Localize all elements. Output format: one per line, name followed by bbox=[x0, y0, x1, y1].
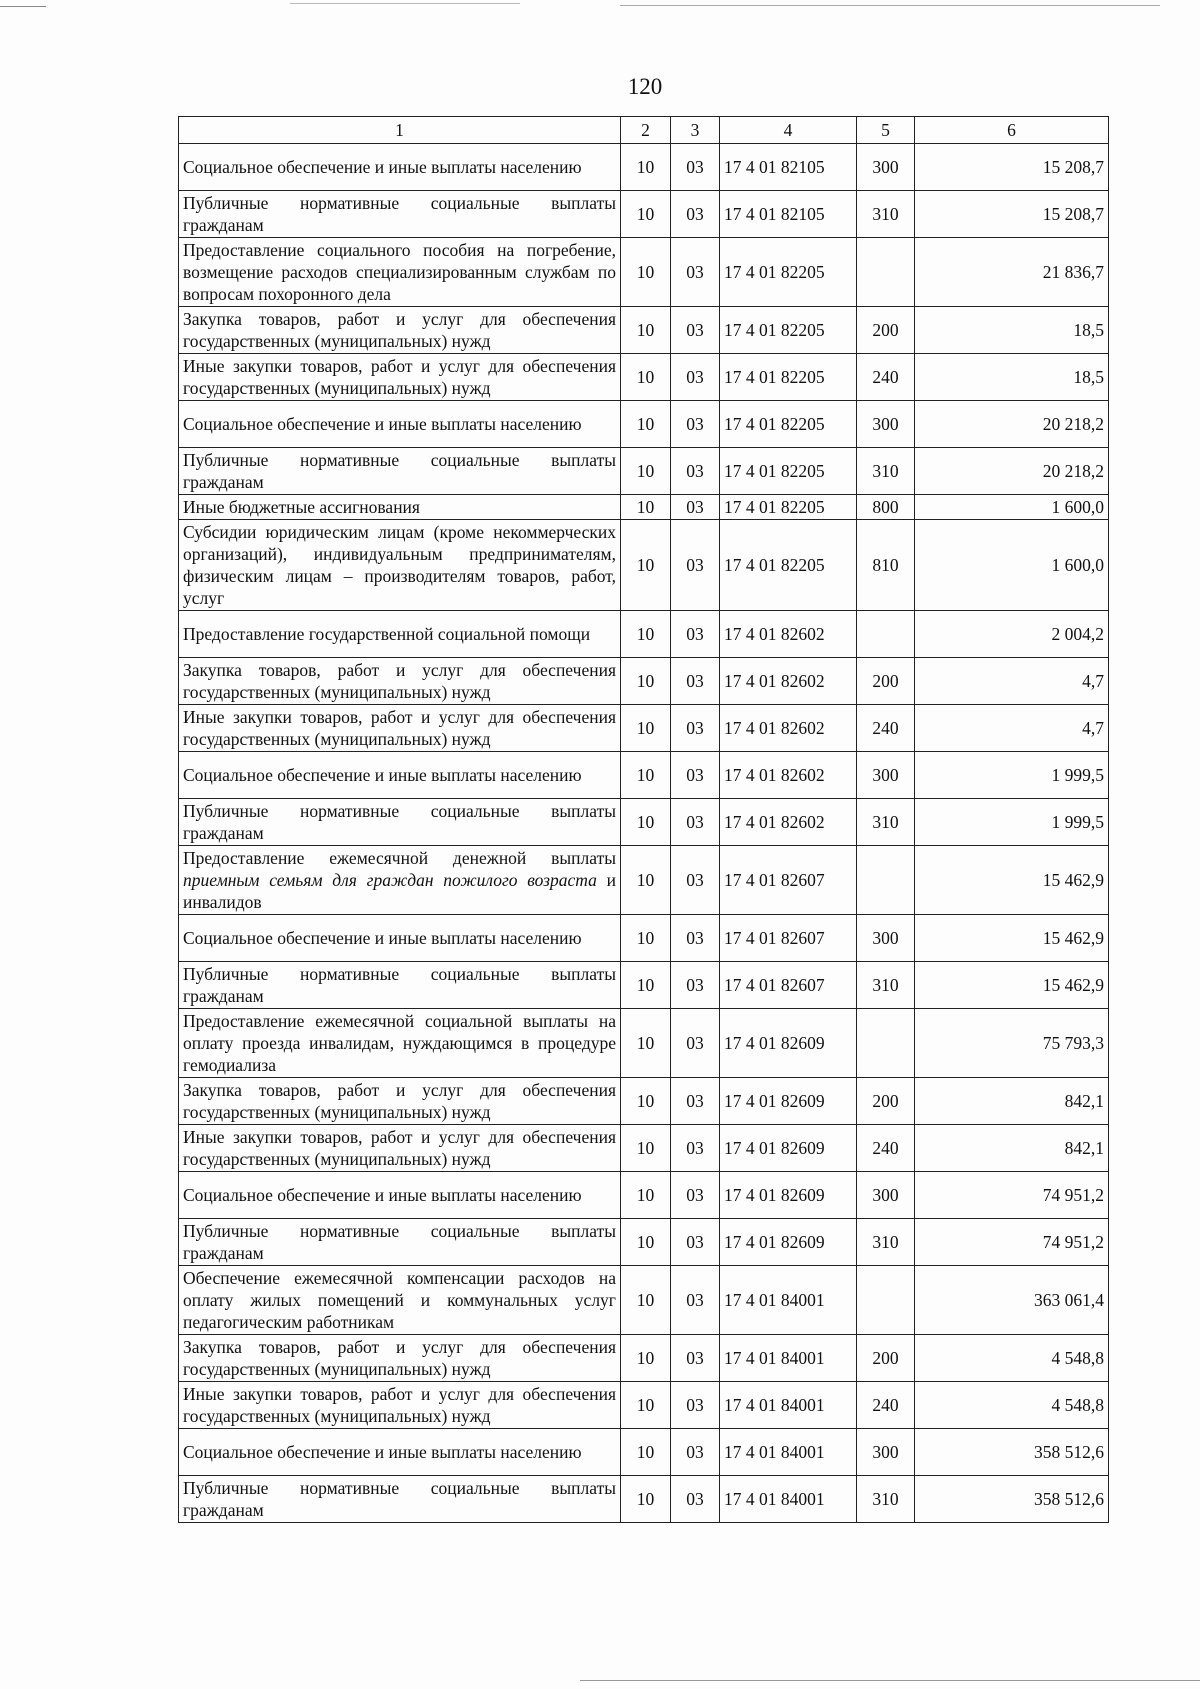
header-col-1: 1 bbox=[179, 117, 621, 144]
row-name: Публичные нормативные социальные выплаты гражданам bbox=[179, 1219, 621, 1266]
table-row bbox=[179, 1335, 1109, 1382]
row-expense-type: 240 bbox=[857, 1125, 915, 1172]
row-target-code: 17 4 01 82205 bbox=[720, 354, 857, 401]
header-col-2: 2 bbox=[621, 117, 671, 144]
row-target-code: 17 4 01 84001 bbox=[720, 1476, 857, 1523]
row-subsection: 03 bbox=[671, 658, 720, 705]
row-subsection: 03 bbox=[671, 1172, 720, 1219]
row-amount: 842,1 bbox=[915, 1078, 1109, 1125]
row-name: Иные закупки товаров, работ и услуг для обеспечения государственных (муниципальных) нужд bbox=[179, 1382, 621, 1429]
row-amount: 1 600,0 bbox=[915, 495, 1109, 520]
row-amount: 15 462,9 bbox=[915, 846, 1109, 915]
row-name: Предоставление социального пособия на погребение, возмещение расходов специализированным службам по вопросам похоронного дела bbox=[179, 238, 621, 307]
row-expense-type: 300 bbox=[857, 401, 915, 448]
table-row bbox=[179, 962, 1109, 1009]
row-section: 10 bbox=[621, 307, 671, 354]
table-row bbox=[179, 1382, 1109, 1429]
table-row bbox=[179, 144, 1109, 191]
row-name: Предоставление ежемесячной социальной выплаты на оплату проезда инвалидам, нуждающимся в процедуре гемодиализа bbox=[179, 1009, 621, 1078]
row-name: Социальное обеспечение и иные выплаты населению bbox=[179, 915, 621, 962]
row-name: Публичные нормативные социальные выплаты гражданам bbox=[179, 448, 621, 495]
row-amount: 4 548,8 bbox=[915, 1335, 1109, 1382]
row-expense-type: 240 bbox=[857, 354, 915, 401]
row-section: 10 bbox=[621, 1266, 671, 1335]
budget-table bbox=[178, 116, 1109, 1523]
row-expense-type: 310 bbox=[857, 799, 915, 846]
row-name: Закупка товаров, работ и услуг для обеспечения государственных (муниципальных) нужд bbox=[179, 1335, 621, 1382]
row-amount: 358 512,6 bbox=[915, 1476, 1109, 1523]
row-section: 10 bbox=[621, 752, 671, 799]
row-name: Публичные нормативные социальные выплаты гражданам bbox=[179, 962, 621, 1009]
row-amount: 1 600,0 bbox=[915, 520, 1109, 611]
row-section: 10 bbox=[621, 1476, 671, 1523]
row-expense-type: 310 bbox=[857, 448, 915, 495]
row-target-code: 17 4 01 82607 bbox=[720, 846, 857, 915]
row-name-italic-part: приемным семьям для граждан пожилого возраста bbox=[183, 870, 597, 890]
table-row bbox=[179, 1219, 1109, 1266]
row-section: 10 bbox=[621, 448, 671, 495]
scan-edge-top-left bbox=[0, 6, 46, 7]
table-row bbox=[179, 752, 1109, 799]
row-target-code: 17 4 01 82609 bbox=[720, 1078, 857, 1125]
row-section: 10 bbox=[621, 238, 671, 307]
table-row bbox=[179, 354, 1109, 401]
row-expense-type: 310 bbox=[857, 1476, 915, 1523]
row-expense-type: 300 bbox=[857, 1429, 915, 1476]
row-expense-type bbox=[857, 238, 915, 307]
row-expense-type bbox=[857, 1009, 915, 1078]
row-section: 10 bbox=[621, 1429, 671, 1476]
row-expense-type: 310 bbox=[857, 191, 915, 238]
table-row bbox=[179, 448, 1109, 495]
row-name: Социальное обеспечение и иные выплаты населению bbox=[179, 1429, 621, 1476]
row-name: Социальное обеспечение и иные выплаты населению bbox=[179, 401, 621, 448]
row-amount: 842,1 bbox=[915, 1125, 1109, 1172]
row-expense-type: 300 bbox=[857, 915, 915, 962]
table-row bbox=[179, 1009, 1109, 1078]
row-name bbox=[179, 846, 621, 915]
row-target-code: 17 4 01 82607 bbox=[720, 915, 857, 962]
header-col-4: 4 bbox=[720, 117, 857, 144]
row-target-code: 17 4 01 82602 bbox=[720, 799, 857, 846]
row-subsection: 03 bbox=[671, 144, 720, 191]
row-subsection: 03 bbox=[671, 962, 720, 1009]
row-subsection: 03 bbox=[671, 1009, 720, 1078]
row-target-code: 17 4 01 82609 bbox=[720, 1219, 857, 1266]
table-row bbox=[179, 1476, 1109, 1523]
row-target-code: 17 4 01 84001 bbox=[720, 1382, 857, 1429]
row-amount: 74 951,2 bbox=[915, 1219, 1109, 1266]
row-expense-type: 310 bbox=[857, 962, 915, 1009]
row-target-code: 17 4 01 82607 bbox=[720, 962, 857, 1009]
row-name: Иные бюджетные ассигнования bbox=[179, 495, 621, 520]
row-expense-type: 300 bbox=[857, 1172, 915, 1219]
row-subsection: 03 bbox=[671, 705, 720, 752]
row-amount: 15 462,9 bbox=[915, 915, 1109, 962]
row-amount: 363 061,4 bbox=[915, 1266, 1109, 1335]
row-amount: 15 208,7 bbox=[915, 144, 1109, 191]
row-section: 10 bbox=[621, 915, 671, 962]
row-expense-type: 300 bbox=[857, 752, 915, 799]
scan-edge-top-right bbox=[620, 5, 1160, 6]
table-row bbox=[179, 915, 1109, 962]
table-row bbox=[179, 658, 1109, 705]
header-col-6: 6 bbox=[915, 117, 1109, 144]
header-col-5: 5 bbox=[857, 117, 915, 144]
row-subsection: 03 bbox=[671, 1125, 720, 1172]
row-expense-type: 200 bbox=[857, 1335, 915, 1382]
row-section: 10 bbox=[621, 1382, 671, 1429]
row-amount: 358 512,6 bbox=[915, 1429, 1109, 1476]
row-name: Иные закупки товаров, работ и услуг для обеспечения государственных (муниципальных) нужд bbox=[179, 354, 621, 401]
row-expense-type: 200 bbox=[857, 658, 915, 705]
row-name: Публичные нормативные социальные выплаты гражданам bbox=[179, 799, 621, 846]
table-row bbox=[179, 401, 1109, 448]
table-row bbox=[179, 705, 1109, 752]
row-section: 10 bbox=[621, 144, 671, 191]
table-row bbox=[179, 846, 1109, 915]
row-subsection: 03 bbox=[671, 1335, 720, 1382]
row-expense-type: 300 bbox=[857, 144, 915, 191]
row-section: 10 bbox=[621, 1335, 671, 1382]
row-name: Субсидии юридическим лицам (кроме некоммерческих организаций), индивидуальным предпринимателям, физическим лицам – производителям товаров, работ, услуг bbox=[179, 520, 621, 611]
row-subsection: 03 bbox=[671, 846, 720, 915]
row-amount: 18,5 bbox=[915, 354, 1109, 401]
scan-edge-top-mid bbox=[290, 3, 520, 4]
row-section: 10 bbox=[621, 1078, 671, 1125]
row-section: 10 bbox=[621, 495, 671, 520]
row-section: 10 bbox=[621, 401, 671, 448]
row-subsection: 03 bbox=[671, 799, 720, 846]
row-amount: 1 999,5 bbox=[915, 752, 1109, 799]
row-section: 10 bbox=[621, 1172, 671, 1219]
table-row bbox=[179, 191, 1109, 238]
row-target-code: 17 4 01 82205 bbox=[720, 448, 857, 495]
row-subsection: 03 bbox=[671, 1078, 720, 1125]
table-row bbox=[179, 520, 1109, 611]
row-subsection: 03 bbox=[671, 1476, 720, 1523]
row-target-code: 17 4 01 82205 bbox=[720, 495, 857, 520]
table-row bbox=[179, 1078, 1109, 1125]
row-name: Публичные нормативные социальные выплаты гражданам bbox=[179, 191, 621, 238]
row-section: 10 bbox=[621, 658, 671, 705]
row-expense-type: 200 bbox=[857, 1078, 915, 1125]
table-row bbox=[179, 238, 1109, 307]
row-amount: 1 999,5 bbox=[915, 799, 1109, 846]
row-target-code: 17 4 01 82602 bbox=[720, 611, 857, 658]
table-row bbox=[179, 495, 1109, 520]
table-row bbox=[179, 1429, 1109, 1476]
table-row bbox=[179, 1172, 1109, 1219]
row-name: Социальное обеспечение и иные выплаты населению bbox=[179, 144, 621, 191]
table-row bbox=[179, 1266, 1109, 1335]
row-name-part-1: Предоставление ежемесячной денежной выплаты bbox=[183, 848, 616, 868]
row-subsection: 03 bbox=[671, 752, 720, 799]
header-col-3: 3 bbox=[671, 117, 720, 144]
row-subsection: 03 bbox=[671, 354, 720, 401]
table-row bbox=[179, 799, 1109, 846]
row-section: 10 bbox=[621, 1219, 671, 1266]
row-expense-type: 810 bbox=[857, 520, 915, 611]
row-section: 10 bbox=[621, 799, 671, 846]
row-subsection: 03 bbox=[671, 1219, 720, 1266]
row-subsection: 03 bbox=[671, 191, 720, 238]
row-amount: 15 208,7 bbox=[915, 191, 1109, 238]
row-expense-type bbox=[857, 846, 915, 915]
row-amount: 20 218,2 bbox=[915, 401, 1109, 448]
table-row bbox=[179, 307, 1109, 354]
row-target-code: 17 4 01 82609 bbox=[720, 1172, 857, 1219]
row-target-code: 17 4 01 82609 bbox=[720, 1009, 857, 1078]
row-amount: 2 004,2 bbox=[915, 611, 1109, 658]
row-subsection: 03 bbox=[671, 1382, 720, 1429]
row-subsection: 03 bbox=[671, 915, 720, 962]
row-section: 10 bbox=[621, 846, 671, 915]
row-amount: 75 793,3 bbox=[915, 1009, 1109, 1078]
row-target-code: 17 4 01 82205 bbox=[720, 520, 857, 611]
row-amount: 20 218,2 bbox=[915, 448, 1109, 495]
row-target-code: 17 4 01 82609 bbox=[720, 1125, 857, 1172]
row-subsection: 03 bbox=[671, 611, 720, 658]
row-section: 10 bbox=[621, 520, 671, 611]
row-target-code: 17 4 01 82205 bbox=[720, 401, 857, 448]
row-target-code: 17 4 01 82105 bbox=[720, 144, 857, 191]
row-amount: 4,7 bbox=[915, 705, 1109, 752]
row-name: Закупка товаров, работ и услуг для обеспечения государственных (муниципальных) нужд bbox=[179, 307, 621, 354]
row-section: 10 bbox=[621, 191, 671, 238]
row-name: Предоставление государственной социальной помощи bbox=[179, 611, 621, 658]
row-expense-type: 800 bbox=[857, 495, 915, 520]
row-target-code: 17 4 01 82105 bbox=[720, 191, 857, 238]
row-expense-type bbox=[857, 611, 915, 658]
row-section: 10 bbox=[621, 354, 671, 401]
row-target-code: 17 4 01 82602 bbox=[720, 705, 857, 752]
row-subsection: 03 bbox=[671, 401, 720, 448]
row-subsection: 03 bbox=[671, 1429, 720, 1476]
row-amount: 74 951,2 bbox=[915, 1172, 1109, 1219]
row-amount: 15 462,9 bbox=[915, 962, 1109, 1009]
page-number: 120 bbox=[627, 74, 663, 99]
row-subsection: 03 bbox=[671, 1266, 720, 1335]
row-amount: 4 548,8 bbox=[915, 1382, 1109, 1429]
scan-edge-bottom bbox=[580, 1680, 1200, 1681]
row-subsection: 03 bbox=[671, 307, 720, 354]
row-subsection: 03 bbox=[671, 238, 720, 307]
row-subsection: 03 bbox=[671, 448, 720, 495]
row-expense-type bbox=[857, 1266, 915, 1335]
row-amount: 21 836,7 bbox=[915, 238, 1109, 307]
row-name: Социальное обеспечение и иные выплаты населению bbox=[179, 1172, 621, 1219]
row-expense-type: 310 bbox=[857, 1219, 915, 1266]
row-amount: 18,5 bbox=[915, 307, 1109, 354]
table-header-row bbox=[179, 117, 1109, 144]
row-section: 10 bbox=[621, 962, 671, 1009]
row-target-code: 17 4 01 84001 bbox=[720, 1335, 857, 1382]
row-name: Закупка товаров, работ и услуг для обеспечения государственных (муниципальных) нужд bbox=[179, 1078, 621, 1125]
row-section: 10 bbox=[621, 1009, 671, 1078]
row-name: Обеспечение ежемесячной компенсации расходов на оплату жилых помещений и коммунальных услуг педагогическим работникам bbox=[179, 1266, 621, 1335]
row-name: Социальное обеспечение и иные выплаты населению bbox=[179, 752, 621, 799]
row-target-code: 17 4 01 84001 bbox=[720, 1266, 857, 1335]
row-expense-type: 200 bbox=[857, 307, 915, 354]
row-name: Иные закупки товаров, работ и услуг для обеспечения государственных (муниципальных) нужд bbox=[179, 705, 621, 752]
row-expense-type: 240 bbox=[857, 1382, 915, 1429]
row-target-code: 17 4 01 82205 bbox=[720, 238, 857, 307]
table-row bbox=[179, 611, 1109, 658]
row-name-part-3: и инвалидов bbox=[183, 870, 617, 912]
row-subsection: 03 bbox=[671, 495, 720, 520]
row-subsection: 03 bbox=[671, 520, 720, 611]
row-target-code: 17 4 01 82602 bbox=[720, 752, 857, 799]
row-section: 10 bbox=[621, 705, 671, 752]
row-name: Закупка товаров, работ и услуг для обеспечения государственных (муниципальных) нужд bbox=[179, 658, 621, 705]
row-target-code: 17 4 01 82602 bbox=[720, 658, 857, 705]
row-section: 10 bbox=[621, 1125, 671, 1172]
row-expense-type: 240 bbox=[857, 705, 915, 752]
row-target-code: 17 4 01 84001 bbox=[720, 1429, 857, 1476]
row-name: Иные закупки товаров, работ и услуг для обеспечения государственных (муниципальных) нужд bbox=[179, 1125, 621, 1172]
row-amount: 4,7 bbox=[915, 658, 1109, 705]
row-target-code: 17 4 01 82205 bbox=[720, 307, 857, 354]
row-section: 10 bbox=[621, 611, 671, 658]
row-name: Публичные нормативные социальные выплаты гражданам bbox=[179, 1476, 621, 1523]
table-row bbox=[179, 1125, 1109, 1172]
